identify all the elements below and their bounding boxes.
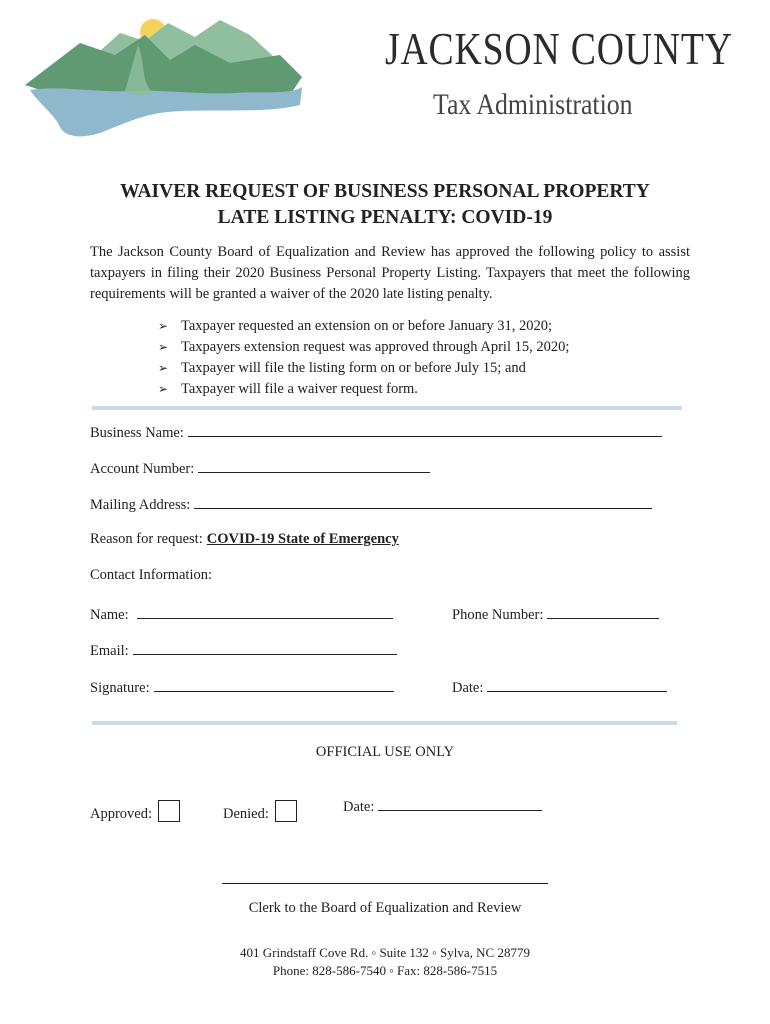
contact-info-label: Contact Information: — [90, 567, 213, 583]
denied-checkbox[interactable] — [275, 800, 297, 822]
business-name-field[interactable] — [188, 422, 662, 437]
requirement-text: Taxpayer will file a waiver request form. — [181, 381, 418, 397]
arrow-bullet-icon: ➢ — [158, 340, 169, 354]
office-address: 401 Grindstaff Cove Rd. ◦ Suite 132 ◦ Sylva, NC 28779 — [240, 945, 530, 960]
official-date-label: Date: — [343, 799, 375, 815]
county-name: JACKSON COUNTY — [385, 23, 733, 74]
phone-label: Phone Number: — [452, 607, 544, 623]
list-item — [158, 316, 569, 337]
mailing-address-field[interactable] — [194, 494, 652, 509]
requirement-text: Taxpayers extension request was approved through April 15, 2020; — [181, 339, 570, 355]
mailing-address-row — [90, 494, 652, 514]
email-field[interactable] — [133, 640, 397, 655]
account-number-field[interactable] — [198, 458, 430, 473]
office-phone-fax: Phone: 828-586-7540 ◦ Fax: 828-586-7515 — [272, 963, 498, 978]
list-item — [158, 358, 569, 379]
clerk-title: Clerk to the Board of Equalization and Review — [248, 900, 522, 916]
form-title-line1: WAIVER REQUEST OF BUSINESS PERSONAL PROPERTY — [120, 181, 650, 202]
signature-row — [90, 677, 394, 697]
business-name-row — [90, 422, 662, 442]
list-item — [158, 337, 569, 358]
intro-paragraph: The Jackson County Board of Equalization and Review has approved the following policy to assist taxpayers in filing their 2020 Business Personal Property Listing. Taxpayers that meet the following requirements will be granted a waiver of the 2020 late listing penalty. — [90, 244, 690, 302]
email-row — [90, 640, 397, 660]
reason-value: COVID-19 State of Emergency — [206, 531, 399, 547]
list-item — [158, 379, 569, 400]
requirements-list — [158, 316, 569, 400]
arrow-bullet-icon: ➢ — [158, 361, 169, 375]
signature-field[interactable] — [154, 677, 394, 692]
official-use-heading: OFFICIAL USE ONLY — [315, 744, 455, 760]
phone-field[interactable] — [547, 604, 659, 619]
date-field[interactable] — [487, 677, 667, 692]
account-number-label: Account Number: — [90, 461, 195, 477]
reason-label: Reason for request: — [90, 531, 203, 547]
requirement-text: Taxpayer requested an extension on or before January 31, 2020; — [181, 318, 553, 334]
approved-row — [90, 796, 180, 823]
form-title-line2: LATE LISTING PENALTY: COVID-19 — [217, 207, 553, 228]
official-date-row — [343, 796, 542, 816]
denied-row — [223, 796, 297, 823]
arrow-bullet-icon: ➢ — [158, 382, 169, 396]
date-label: Date: — [452, 680, 484, 696]
reason-row — [90, 531, 399, 548]
account-number-row — [90, 458, 430, 478]
official-date-field[interactable] — [378, 796, 542, 811]
name-field[interactable] — [137, 604, 393, 619]
signature-label: Signature: — [90, 680, 150, 696]
mailing-address-label: Mailing Address: — [90, 497, 191, 513]
name-row — [90, 604, 393, 624]
section-divider — [92, 406, 682, 410]
denied-label: Denied: — [223, 806, 269, 822]
date-row — [452, 677, 667, 697]
requirement-text: Taxpayer will file the listing form on or before July 15; and — [181, 360, 526, 376]
email-label: Email: — [90, 643, 129, 659]
approved-checkbox[interactable] — [158, 800, 180, 822]
arrow-bullet-icon: ➢ — [158, 319, 169, 333]
contact-heading-row — [90, 567, 212, 584]
section-divider — [92, 721, 677, 725]
mountains-river-logo-icon — [20, 15, 302, 140]
name-label: Name: — [90, 607, 129, 623]
clerk-signature-line[interactable] — [222, 883, 548, 884]
business-name-label: Business Name: — [90, 425, 184, 441]
approved-label: Approved: — [90, 806, 153, 822]
department-name: Tax Administration — [433, 88, 633, 121]
phone-row — [452, 604, 659, 624]
